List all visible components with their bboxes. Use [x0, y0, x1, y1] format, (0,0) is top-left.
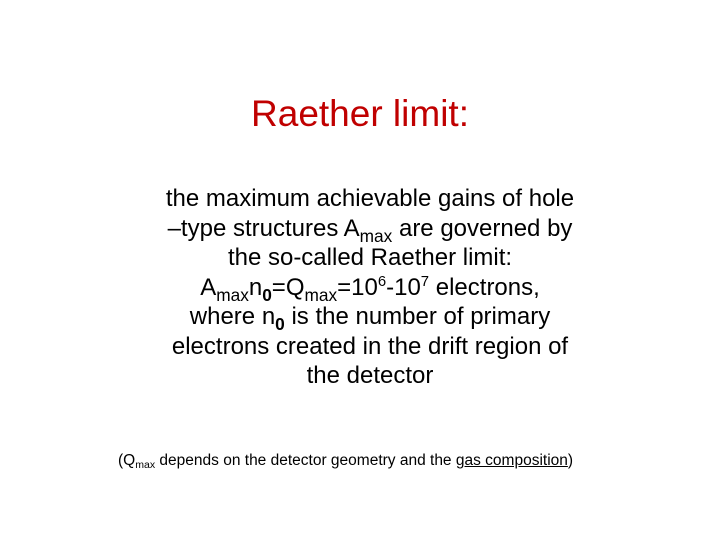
body-line-6: electrons created in the drift region of	[171, 332, 569, 360]
subscript: max	[216, 284, 249, 305]
slide-title: Raether limit:	[251, 93, 469, 134]
body-line-7: the detector	[306, 362, 434, 389]
text-run: (Q	[118, 452, 136, 469]
body-line-4-equation	[70, 273, 670, 303]
subscript: 0	[262, 284, 272, 305]
body-line-5	[70, 302, 670, 335]
text-run: =Q	[271, 273, 305, 301]
superscript: 7	[420, 273, 430, 290]
underlined-text: gas composition	[455, 452, 568, 469]
footnote	[118, 451, 573, 471]
text-run: -10	[386, 273, 421, 301]
text-run: is the number of primary	[284, 303, 551, 330]
text-run: =10	[337, 273, 378, 301]
text-run: are governed by	[392, 214, 573, 242]
text-run: electrons,	[429, 273, 540, 301]
body-line-1: the maximum achievable gains of hole	[165, 185, 575, 212]
text-run: A	[200, 273, 217, 301]
body-line-2	[70, 214, 670, 244]
text-run: )	[567, 452, 574, 469]
text-run: –type structures A	[167, 214, 360, 242]
superscript: 6	[377, 273, 387, 290]
text-run: where n	[189, 303, 276, 330]
subscript: max	[135, 459, 156, 472]
text-run: depends on the detector geometry and the	[155, 452, 456, 469]
body-text	[70, 184, 670, 391]
subscript: 0	[275, 314, 285, 335]
body-line-3: the so-called Raether limit:	[227, 244, 513, 271]
subscript: max	[304, 284, 338, 305]
subscript: max	[359, 225, 393, 246]
text-run: n	[248, 273, 263, 301]
